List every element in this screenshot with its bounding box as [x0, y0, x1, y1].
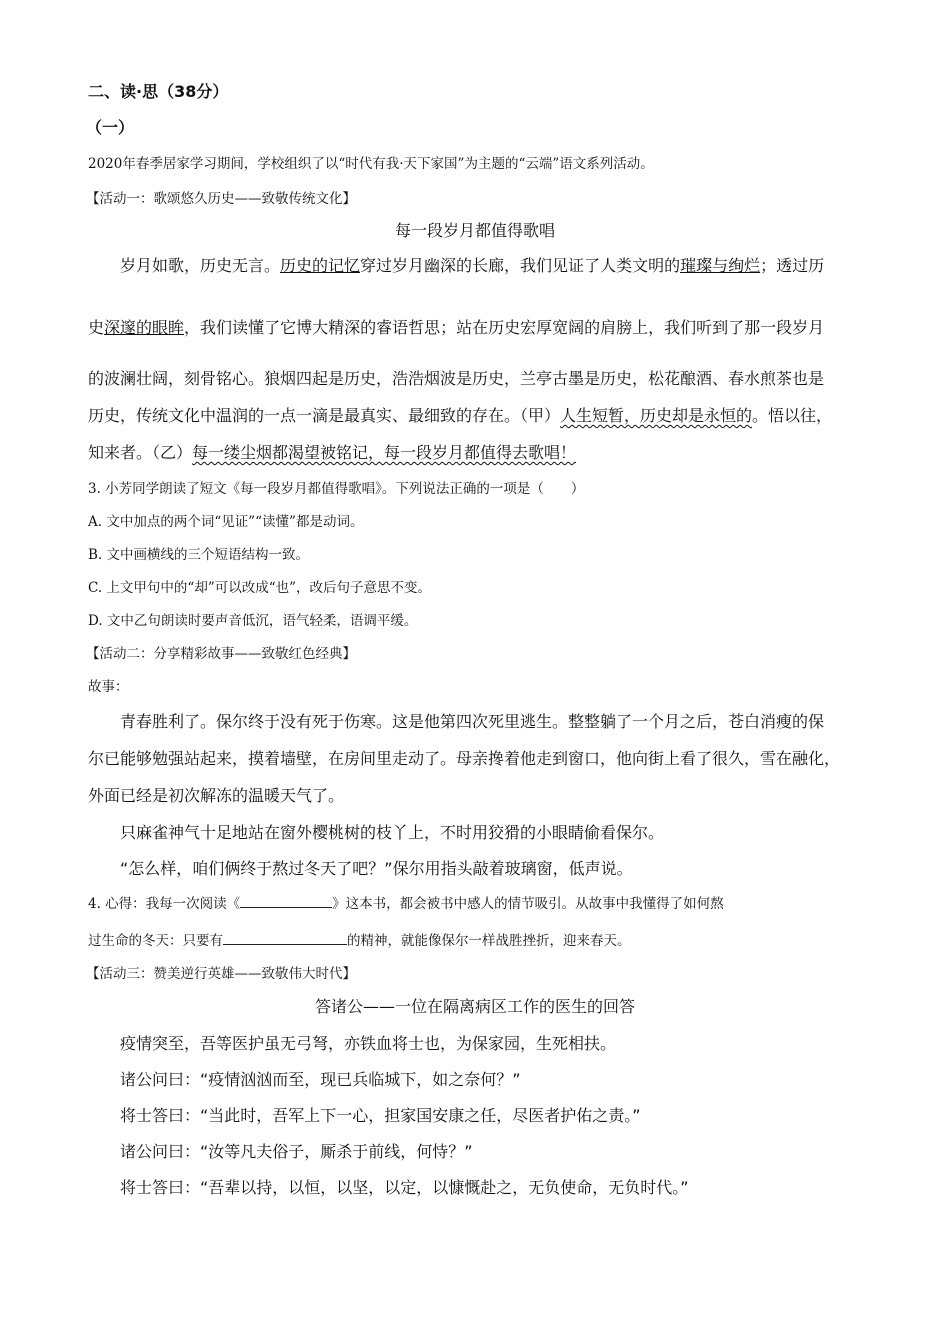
question-3-option-d: D. 文中乙句朗读时要声音低沉，语气轻柔，语调平缓。 [88, 613, 418, 629]
story-line-3: 外面已经是初次解冻的温暖天气了。 [88, 786, 345, 805]
underlined-phrase-3: 深邃的眼眸 [104, 318, 185, 337]
question-3-stem: 3. 小芳同学朗读了短文《每一段岁月都值得歌唱》。下列说法正确的一项是（ ） [88, 481, 585, 497]
story-label: 故事： [88, 679, 129, 695]
essay-para-line-5: 知来者。（乙）每一缕尘烟都渴望被铭记，每一段岁月都值得去歌唱！ [88, 443, 577, 462]
essay-para-line-3: 的波澜壮阔，刻骨铭心。狼烟四起是历史，浩浩烟波是历史，兰亭古墨是历史，松花酿酒、春水煎茶也是 [88, 369, 825, 388]
underlined-phrase-2: 璀璨与绚烂 [680, 256, 761, 275]
letter-line-2: 诸公问曰：“疫情汹汹而至，现已兵临城下，如之奈何？” [120, 1070, 521, 1089]
question-3-option-b: B. 文中画横线的三个短语结构一致。 [88, 547, 310, 563]
letter-line-3: 将士答曰：“当此时，吾军上下一心，担家国安康之任，尽医者护佑之责。” [120, 1106, 641, 1125]
question-4-line-2: 过生命的冬天：只要有 的精神，就能像保尔一样战胜挫折，迎来春天。 [88, 933, 631, 949]
sentence-jia: 人生短暂，历史却是永恒的 [560, 406, 753, 425]
essay-para-line-4: 历史，传统文化中温润的一点一滴是最真实、最细致的存在。（甲）人生短暂，历史却是永恒的。悟以往， [88, 406, 833, 425]
question-3-option-c: C. 上文甲句中的“却”可以改成“也”，改后句子意思不变。 [88, 580, 432, 596]
activity2-heading: 【活动二：分享精彩故事——致敬红色经典】 [86, 646, 356, 662]
intro-text: 2020年春季居家学习期间，学校组织了以“时代有我·天下家国”为主题的“云端”语文系列活动。 [88, 156, 654, 172]
spirit-blank[interactable] [223, 932, 347, 945]
letter-line-1: 疫情突至，吾等医护虽无弓弩，亦铁血将士也，为保家园，生死相扶。 [120, 1034, 617, 1053]
section-title: 二、读·思（38分） [88, 82, 229, 101]
dotted-word-dudong: 读懂 [232, 318, 265, 337]
story-line-4: 只麻雀神气十足地站在窗外樱桃树的枝丫上，不时用狡猾的小眼睛偷看保尔。 [120, 823, 665, 842]
question-4-line-1: 4. 心得：我每一次阅读《 》这本书，都会被书中感人的情节吸引。从故事中我懂得了如何熬 [88, 896, 724, 912]
essay-title: 每一段岁月都值得歌唱 [394, 221, 555, 240]
letter-line-5: 将士答曰：“吾辈以持，以恒，以坚，以定，以慷慨赴之，无负使命，无负时代。” [120, 1178, 689, 1197]
underlined-phrase-1: 历史的记忆 [280, 256, 361, 275]
book-title-blank[interactable] [240, 895, 332, 908]
letter-line-4: 诸公问曰：“汝等凡夫俗子，厮杀于前线，何恃？” [120, 1142, 473, 1161]
story-line-1: 青春胜利了。保尔终于没有死于伤寒。这是他第四次死里逃生。整整躺了一个月之后，苍白消瘦的保 [120, 712, 825, 731]
question-3-option-a: A. 文中加点的两个词“见证”“读懂”都是动词。 [88, 514, 364, 530]
essay-para-line-1: 岁月如歌，历史无言。历史的记忆穿过岁月幽深的长廊，我们见证了人类文明的璀璨与绚烂；透过历 [120, 256, 825, 275]
story-line-2: 尔已能够勉强站起来，摸着墙壁，在房间里走动了。母亲搀着他走到窗口，他向街上看了很久，雪在融化， [88, 749, 841, 768]
sentence-yi: 每一缕尘烟都渴望被铭记，每一段岁月都值得去歌唱！ [192, 443, 577, 462]
activity1-heading: 【活动一：歌颂悠久历史——致敬传统文化】 [86, 191, 356, 207]
essay-para-line-2: 史深邃的眼眸，我们读懂了它博大精深的睿语哲思；站在历史宏厚宽阔的肩膀上，我们听到了那一段岁月 [88, 318, 825, 337]
activity3-heading: 【活动三：赞美逆行英雄——致敬伟大时代】 [86, 966, 356, 982]
story-line-5: “怎么样，咱们俩终于熬过冬天了吧？”保尔用指头敲着玻璃窗，低声说。 [120, 859, 633, 878]
dotted-word-jianzheng: 见证 [552, 256, 585, 275]
letter-title: 答诸公——一位在隔离病区工作的医生的回答 [314, 997, 635, 1016]
part-label: （一） [86, 118, 135, 137]
